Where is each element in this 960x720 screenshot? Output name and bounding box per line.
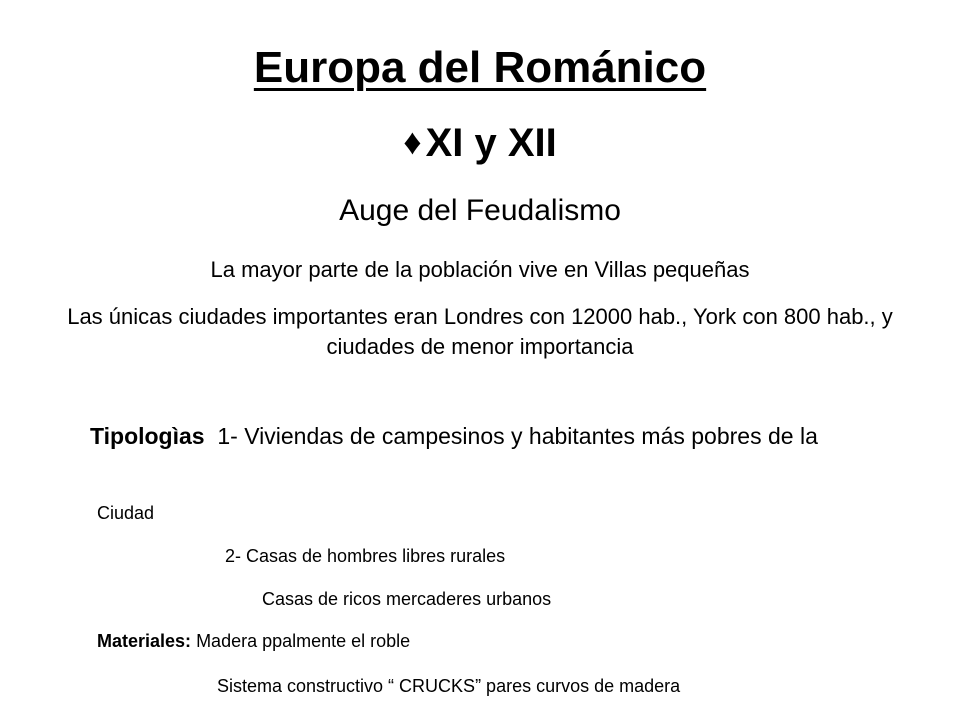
sistema-constructivo-line: Sistema constructivo “ CRUCKS” pares curvos de madera [217, 676, 681, 696]
tipologias-item-1: 1- Viviendas de campesinos y habitantes más pobres de la [217, 423, 818, 449]
tipologias-paragraph [90, 421, 890, 451]
tipologias-label: Tipologìas [90, 423, 205, 449]
tipologias-item-1-continuation: Ciudad [97, 503, 155, 523]
materiales-line [97, 630, 410, 652]
body-line-1: La mayor parte de la población vive en Villas pequeñas [210, 257, 750, 282]
materiales-text: Madera ppalmente el roble [196, 631, 411, 651]
section-heading: Auge del Feudalismo [339, 194, 621, 227]
slide-title-text: Europa del Románico [253, 43, 707, 92]
tipologias-item-2-continuation: Casas de ricos mercaderes urbanos [262, 589, 552, 609]
materiales-label: Materiales: [97, 631, 192, 651]
slide-title [0, 42, 960, 95]
diamond-bullet-icon: ♦ [403, 121, 422, 162]
tipologias-item-2: 2- Casas de hombres libres rurales [225, 546, 506, 566]
body-line-2: Las únicas ciudades importantes eran Londres con 12000 hab., York con 800 hab., y ciudades de menor importancia [67, 304, 893, 359]
slide-subtitle [0, 119, 960, 167]
subtitle-text: XI y XII [425, 121, 557, 165]
